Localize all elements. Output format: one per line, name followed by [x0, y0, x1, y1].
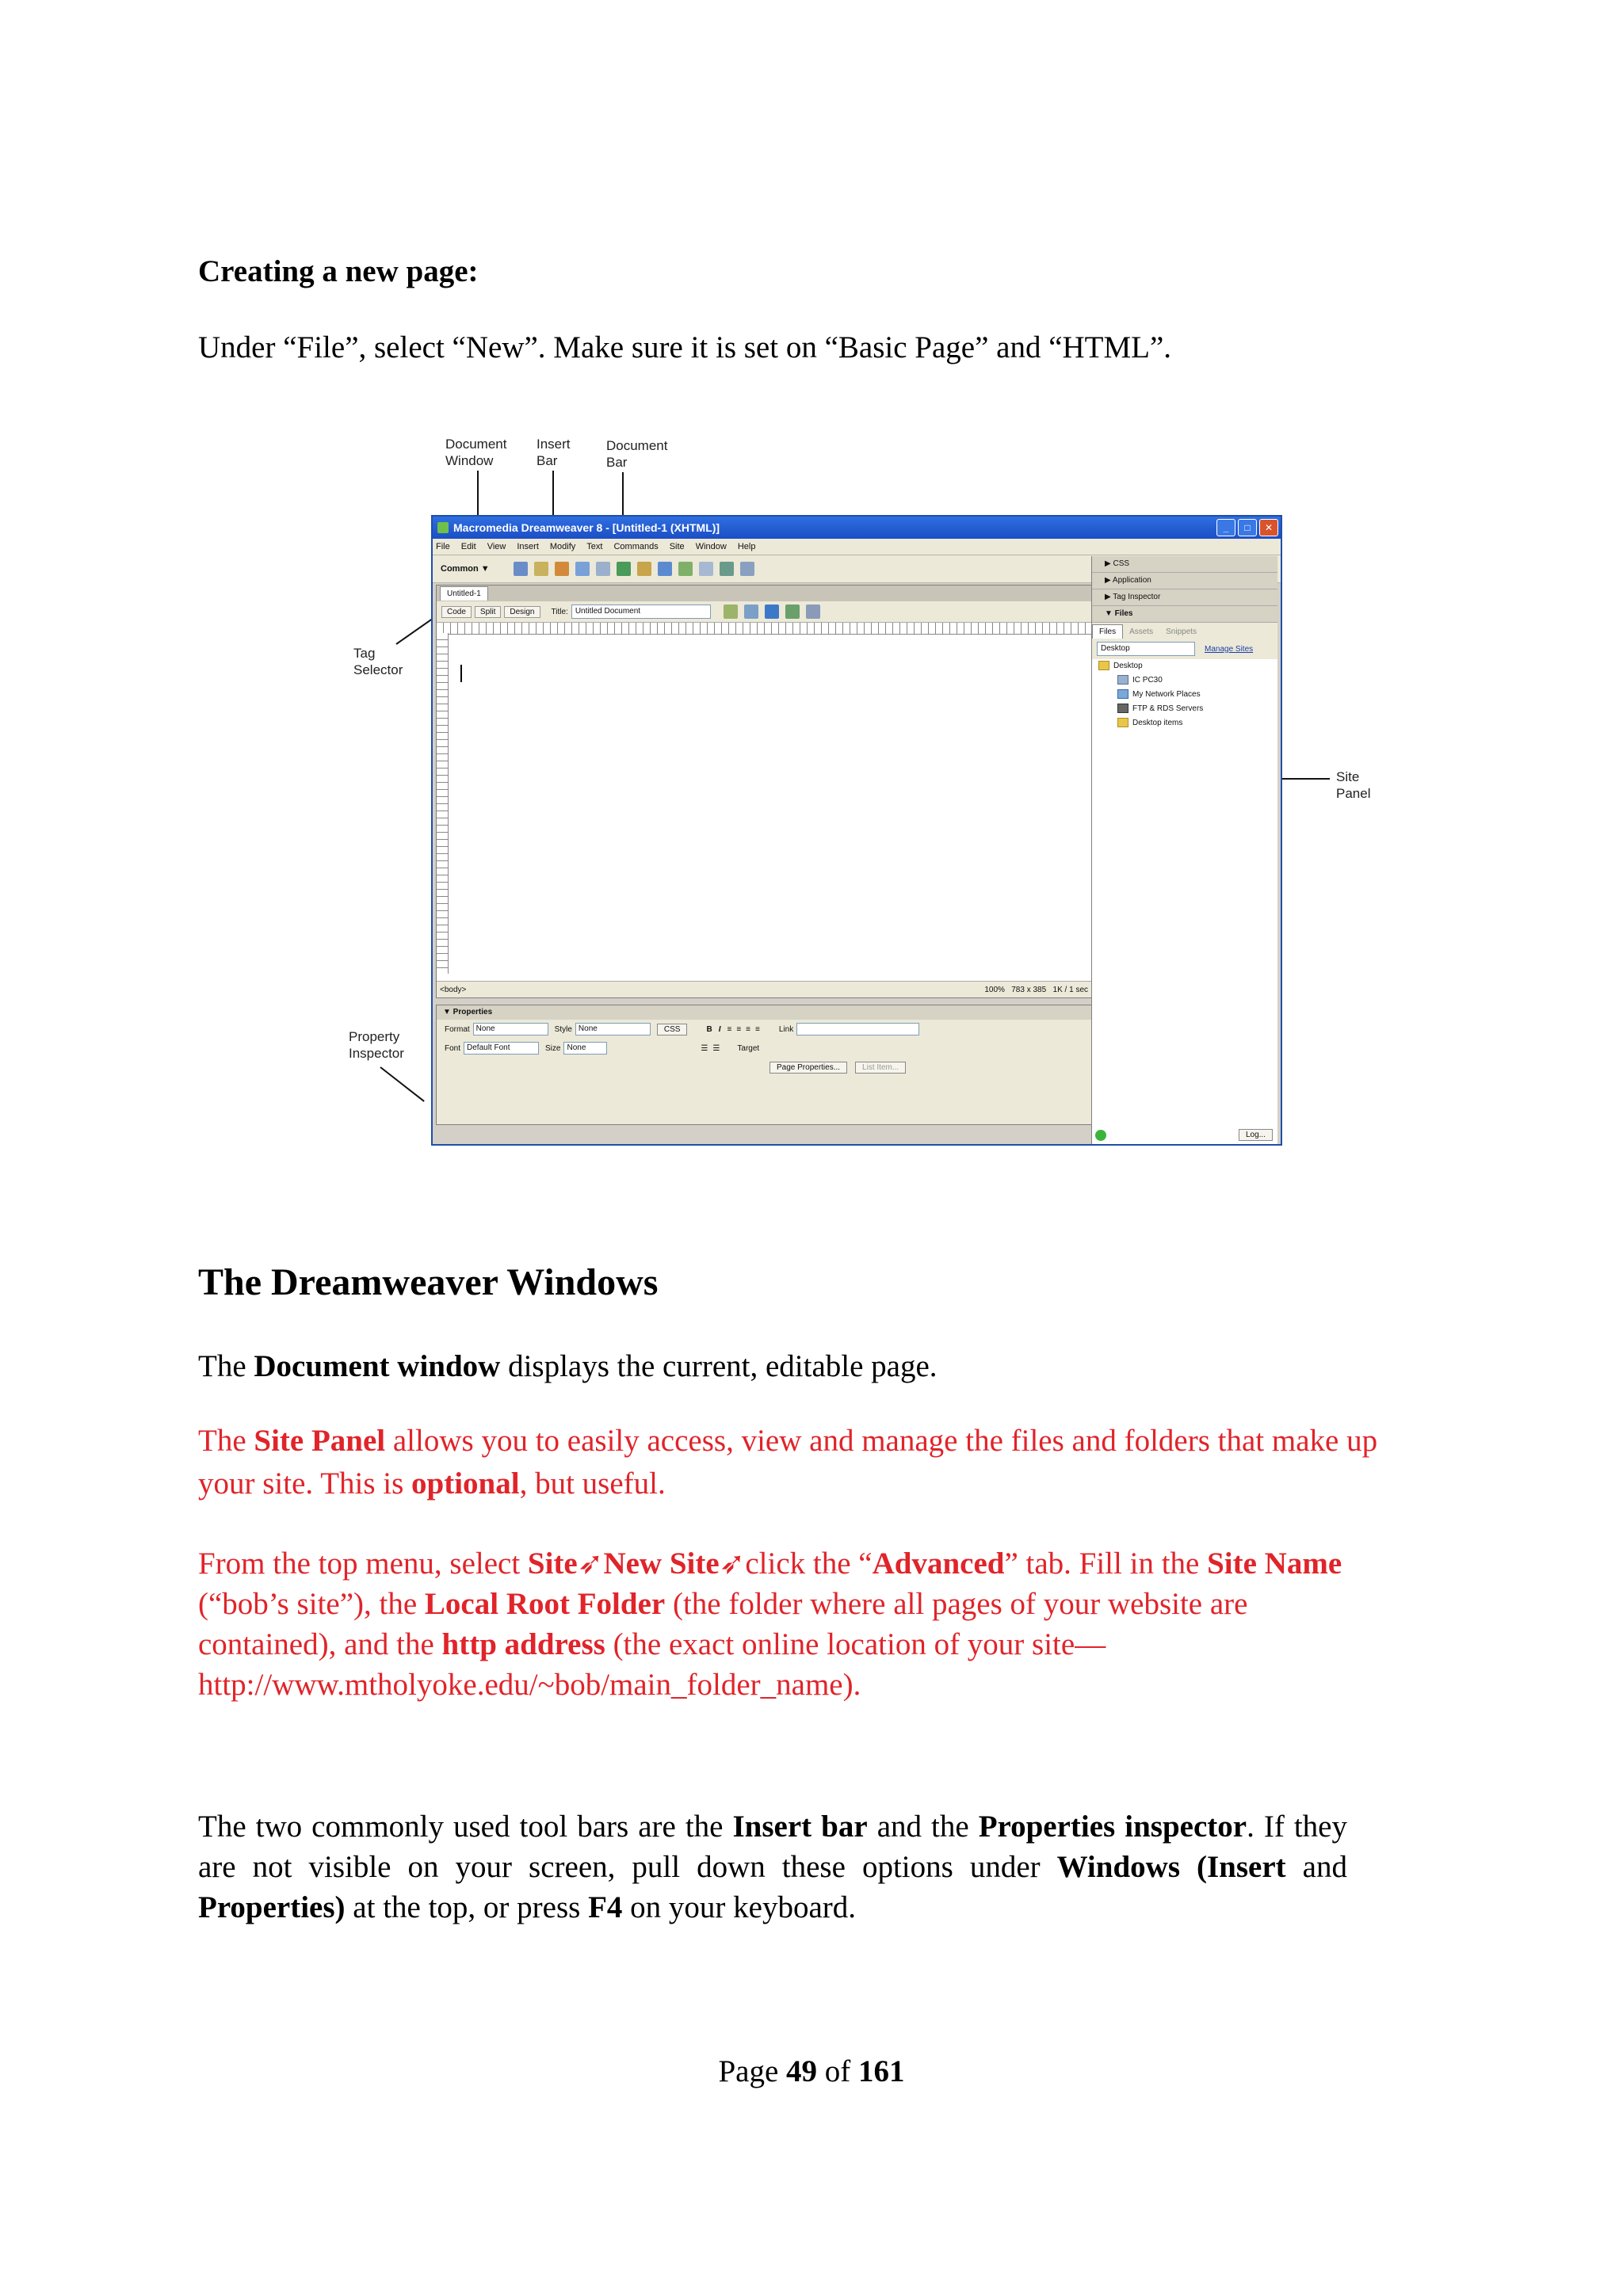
justify-icon[interactable]: ≡ — [755, 1024, 760, 1034]
panel-tag-inspector[interactable]: ▶ Tag Inspector — [1092, 589, 1277, 606]
split-view-button[interactable]: Split — [475, 606, 501, 618]
arrow-icon: ➶ — [577, 1547, 604, 1581]
zoom-value[interactable]: 100% — [984, 985, 1005, 994]
menu-text[interactable]: Text — [586, 542, 603, 551]
templates-icon[interactable] — [720, 562, 734, 576]
link-input[interactable] — [796, 1023, 919, 1035]
leader-tag-selector — [395, 616, 435, 645]
date-icon[interactable] — [658, 562, 672, 576]
tree-item-desktop[interactable]: Desktop — [1098, 659, 1277, 673]
unordered-list-icon[interactable]: ☰ — [701, 1043, 708, 1053]
callout-document-bar: Document Bar — [606, 438, 668, 470]
site-select[interactable]: Desktop — [1097, 642, 1195, 656]
app-title-bar — [433, 517, 1281, 539]
property-inspector — [436, 1005, 1095, 1125]
tree-item-desktop-items[interactable]: Desktop items — [1098, 716, 1277, 730]
computer-icon — [1117, 675, 1128, 685]
preview-in-browser-icon[interactable] — [765, 605, 779, 619]
properties-header[interactable]: ▼ Properties — [437, 1005, 1094, 1020]
callout-tag-selector: Tag Selector — [353, 646, 403, 677]
target-label: Target — [737, 1043, 760, 1053]
panel-application[interactable]: ▶ Application — [1092, 573, 1277, 589]
callout-insert-bar: Insert Bar — [537, 437, 571, 468]
menu-bar — [433, 539, 1281, 555]
document-window — [436, 585, 1095, 998]
section-title: The Dreamweaver Windows — [198, 1261, 659, 1303]
folder-icon — [1117, 718, 1128, 727]
document-tab[interactable]: Untitled-1 — [440, 586, 488, 601]
log-button[interactable]: Log... — [1239, 1129, 1273, 1141]
font-select[interactable]: Default Font — [464, 1042, 539, 1055]
text-cursor — [460, 665, 462, 682]
menu-window[interactable]: Window — [695, 542, 727, 551]
server-icon — [1117, 704, 1128, 713]
download-size-value: 1K / 1 sec — [1052, 985, 1088, 994]
tree-item-ftp[interactable]: FTP & RDS Servers — [1098, 702, 1277, 716]
menu-file[interactable]: File — [436, 542, 450, 551]
minimize-icon[interactable]: _ — [1216, 519, 1235, 536]
manage-sites-link[interactable]: Manage Sites — [1205, 644, 1254, 654]
ordered-list-icon[interactable]: ☰ — [712, 1043, 720, 1053]
server-include-icon[interactable] — [678, 562, 693, 576]
file-tree — [1092, 659, 1277, 730]
browser-check-icon[interactable] — [724, 605, 738, 619]
code-view-button[interactable]: Code — [441, 606, 472, 618]
new-site-paragraph: From the top menu, select Site➶New Site➶click the “Advanced” tab. Fill in the Site Name (“bob’s site”), the Local Root Folder (the folder where all pages of your website are contained), and the http address (the exact online location of your site—http://www.mtholyoke.edu/~bob/main_folder_name). — [198, 1547, 1342, 1702]
page-title-input[interactable]: Untitled Document — [571, 605, 711, 619]
link-label: Link — [778, 1024, 794, 1034]
total-pages: 161 — [858, 2054, 905, 2088]
layer-icon[interactable] — [596, 562, 610, 576]
style-select[interactable]: None — [575, 1023, 651, 1035]
tree-item-network[interactable]: My Network Places — [1098, 688, 1277, 702]
format-select[interactable]: None — [473, 1023, 548, 1035]
menu-commands[interactable]: Commands — [613, 542, 659, 551]
close-icon[interactable]: ✕ — [1259, 519, 1278, 536]
insert-category-select[interactable]: Common ▼ — [441, 564, 490, 574]
current-page-number: 49 — [786, 2054, 818, 2088]
panel-css[interactable]: ▶ CSS — [1092, 556, 1277, 573]
dreamweaver-logo-icon — [437, 522, 449, 533]
site-panel-paragraph: The Site Panel allows you to easily access, view and manage the files and folders that make up your site. This is optional, but useful. — [198, 1424, 1378, 1501]
validate-icon[interactable] — [744, 605, 758, 619]
format-label: Format — [445, 1024, 470, 1034]
align-left-icon[interactable]: ≡ — [727, 1024, 732, 1034]
menu-site[interactable]: Site — [669, 542, 685, 551]
list-item-button[interactable]: List Item... — [855, 1062, 906, 1074]
design-view-button[interactable]: Design — [504, 606, 540, 618]
media-icon[interactable] — [637, 562, 651, 576]
leader-property-inspector — [380, 1066, 424, 1102]
bold-icon[interactable]: B — [706, 1024, 712, 1034]
panel-files[interactable]: ▼ Files — [1092, 606, 1277, 623]
toolbars-paragraph: The two commonly used tool bars are the Insert bar and the Properties inspector. If they are not visible on your screen, pull down these options under Windows (Insert and Properties) at the top, or press F4 on your keyboard. — [198, 1810, 1347, 1924]
maximize-icon[interactable]: □ — [1238, 519, 1257, 536]
network-icon — [1117, 689, 1128, 699]
anchor-icon[interactable] — [555, 562, 569, 576]
tree-item-computer[interactable]: IC PC30 — [1098, 673, 1277, 688]
menu-view[interactable]: View — [487, 542, 506, 551]
app-title: Macromedia Dreamweaver 8 - [Untitled-1 (XHTML)] — [453, 521, 720, 534]
menu-modify[interactable]: Modify — [549, 542, 576, 551]
callout-property-inspector: Property Inspector — [349, 1029, 404, 1061]
folder-icon — [1098, 661, 1109, 670]
document-window-paragraph: The Document window displays the current, editable page. — [198, 1349, 938, 1383]
connect-status-icon — [1095, 1130, 1106, 1141]
page-footer: Page 49 of 161 — [718, 2054, 905, 2088]
italic-icon[interactable]: I — [718, 1024, 721, 1034]
tag-selector[interactable]: <body> — [440, 985, 467, 994]
dreamweaver-app-window — [431, 515, 1282, 1146]
font-label: Font — [445, 1043, 461, 1053]
menu-edit[interactable]: Edit — [460, 542, 476, 551]
align-center-icon[interactable]: ≡ — [736, 1024, 742, 1034]
menu-help[interactable]: Help — [737, 542, 756, 551]
comment-icon[interactable] — [699, 562, 713, 576]
tab-assets[interactable]: Assets — [1129, 627, 1154, 636]
menu-insert[interactable]: Insert — [517, 542, 539, 551]
size-select[interactable]: None — [563, 1042, 607, 1055]
hyperlink-icon[interactable] — [514, 562, 528, 576]
document-tab-bar — [437, 585, 1094, 601]
tab-files[interactable]: Files — [1092, 624, 1123, 639]
intro-paragraph: Under “File”, select “New”. Make sure it is set on “Basic Page” and “HTML”. — [198, 330, 1172, 364]
document-status-bar — [437, 981, 1094, 997]
files-tabs — [1092, 623, 1277, 639]
image-icon[interactable] — [617, 562, 631, 576]
size-label: Size — [545, 1043, 561, 1053]
arrow-icon: ➶ — [719, 1547, 746, 1581]
email-link-icon[interactable] — [534, 562, 548, 576]
callout-document-window: Document Window — [445, 437, 507, 468]
tag-chooser-icon[interactable] — [740, 562, 754, 576]
dreamweaver-screenshot-figure — [349, 436, 1379, 1165]
view-options-icon[interactable] — [806, 605, 820, 619]
tab-snippets[interactable]: Snippets — [1166, 627, 1197, 636]
css-button[interactable]: CSS — [657, 1024, 688, 1035]
table-icon[interactable] — [575, 562, 590, 576]
align-right-icon[interactable]: ≡ — [746, 1024, 751, 1034]
refresh-icon[interactable] — [785, 605, 800, 619]
horizontal-ruler — [437, 623, 1094, 635]
heading-creating-new-page: Creating a new page: — [198, 254, 479, 288]
window-size-value[interactable]: 783 x 385 — [1011, 985, 1047, 994]
style-label: Style — [554, 1024, 572, 1034]
callout-site-panel: Site Panel — [1336, 769, 1371, 801]
title-label: Title: — [551, 607, 568, 616]
page-properties-button[interactable]: Page Properties... — [769, 1062, 847, 1074]
site-panel — [1091, 556, 1277, 1144]
document-bar — [437, 601, 1094, 623]
vertical-ruler — [437, 633, 449, 974]
